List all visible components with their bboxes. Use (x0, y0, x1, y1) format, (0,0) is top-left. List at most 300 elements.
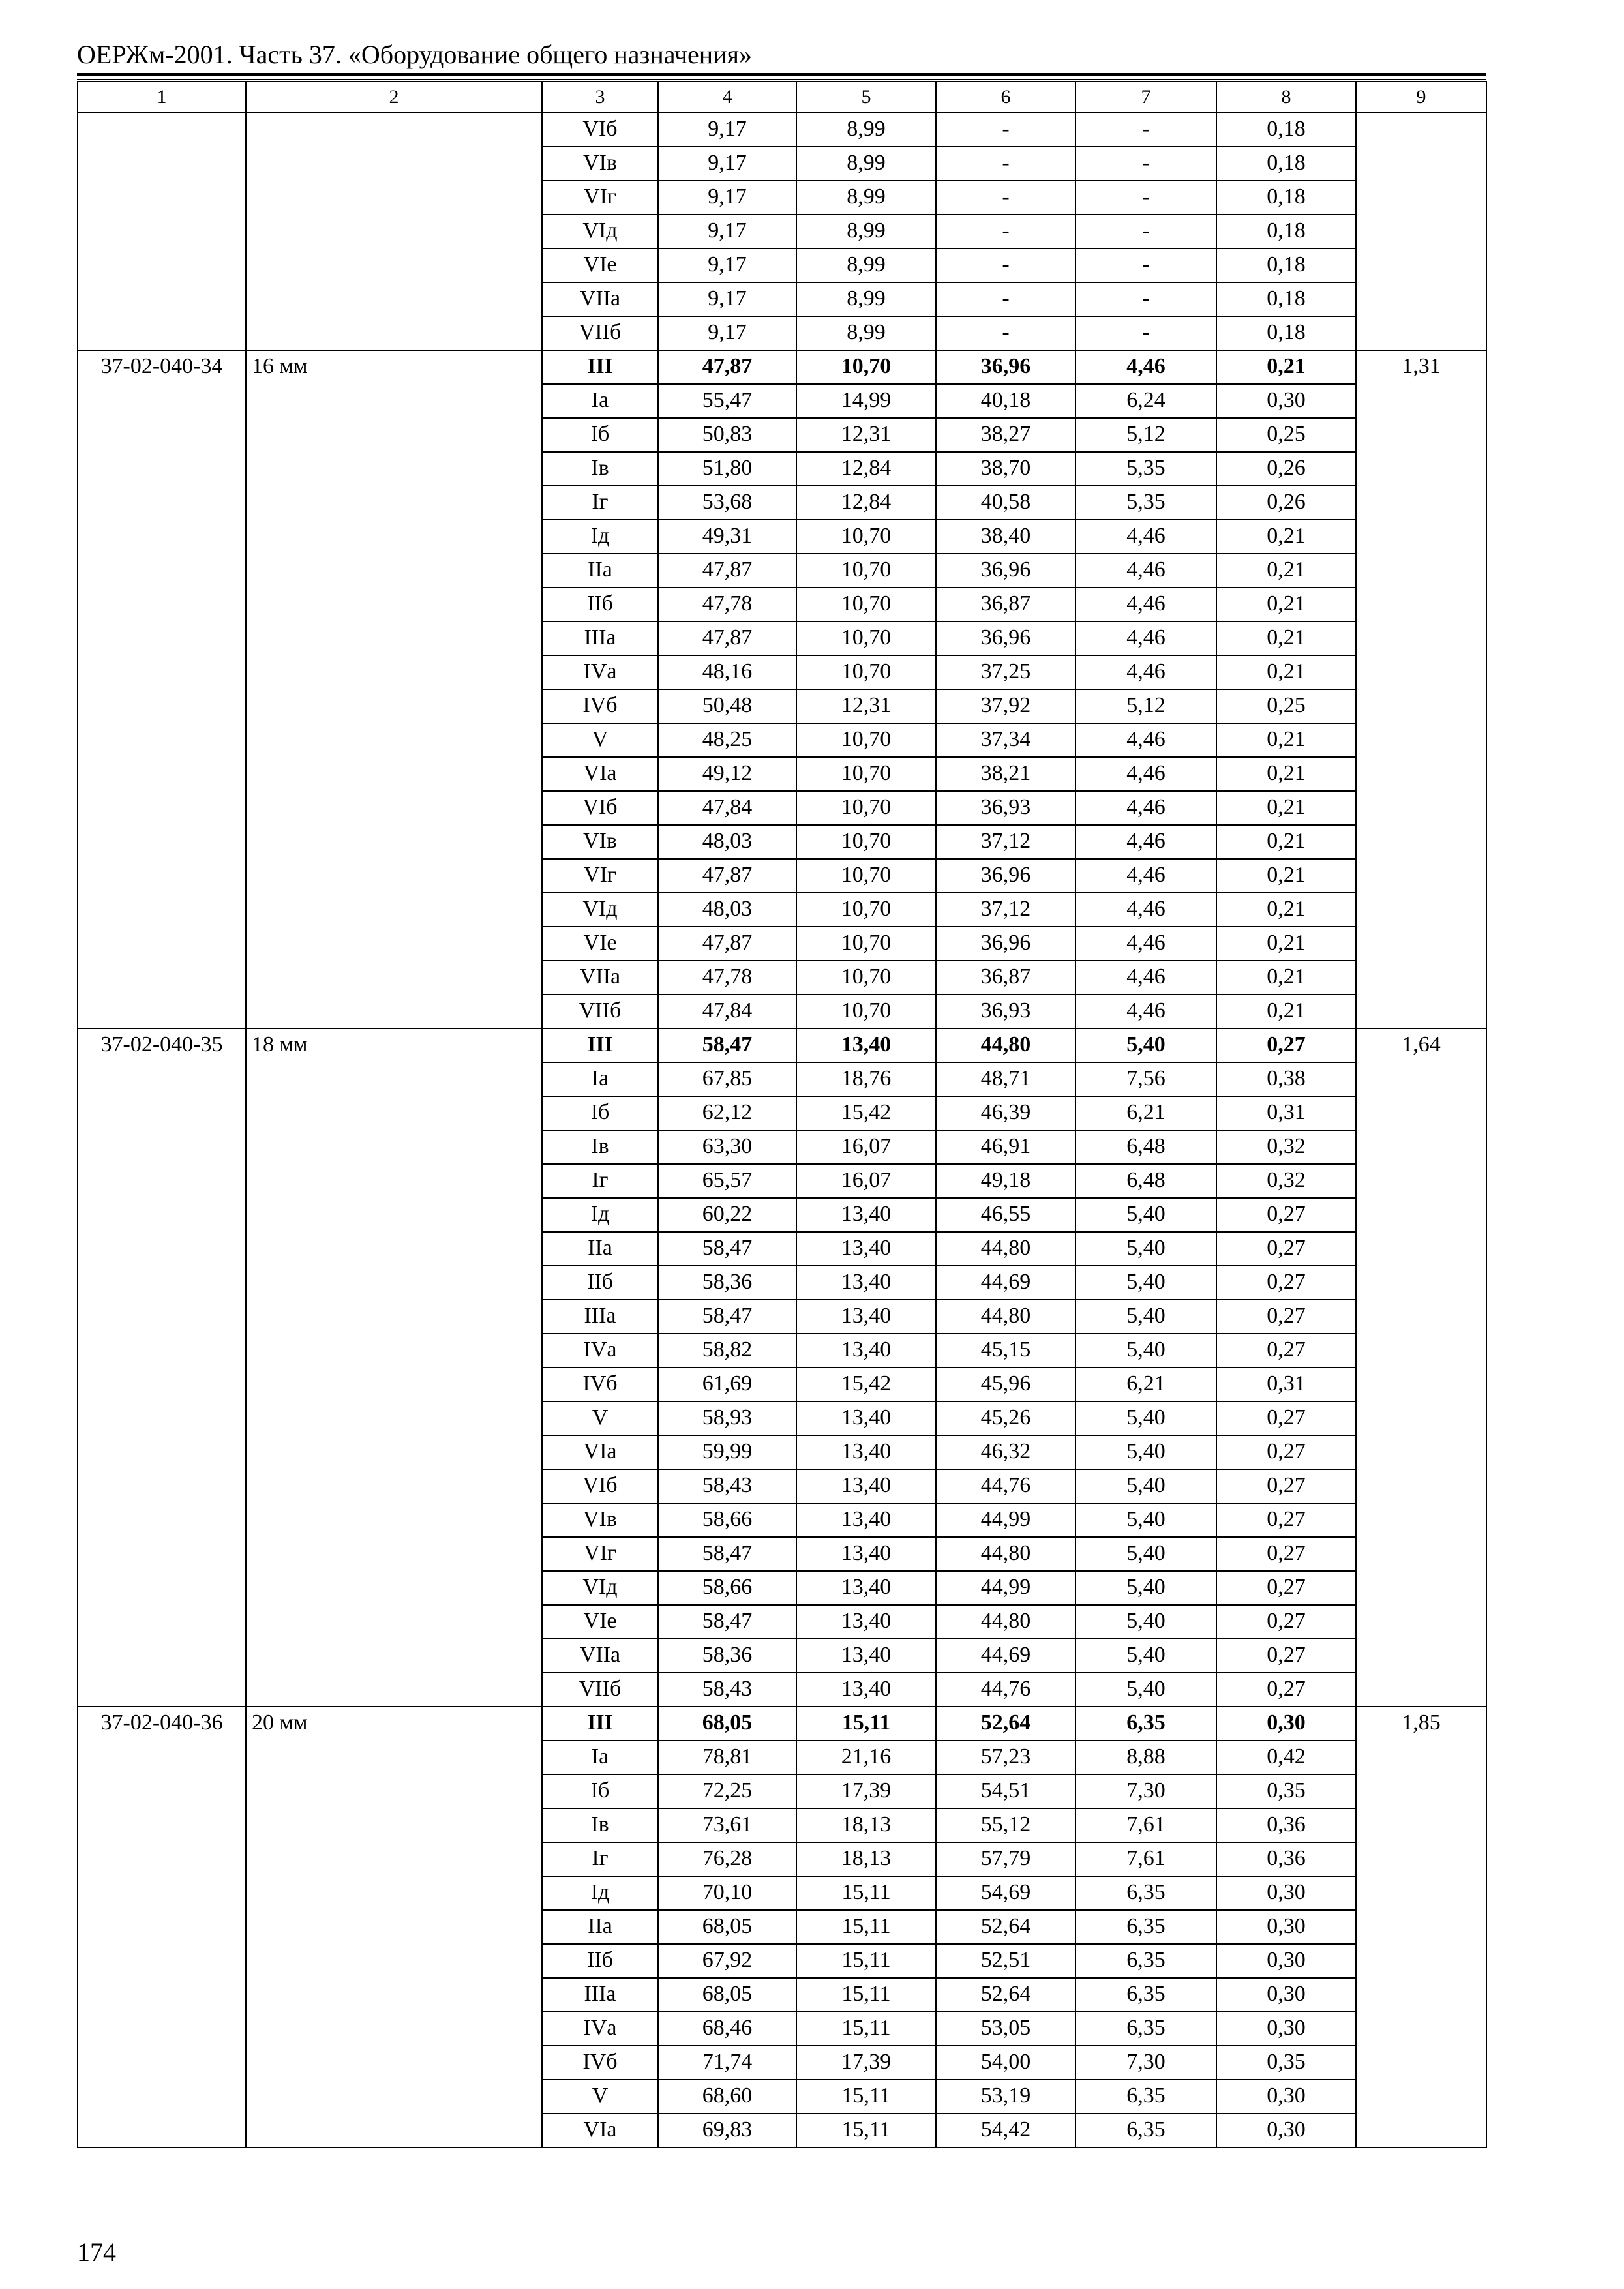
value-cell-6: 44,80 (936, 1028, 1075, 1062)
value-cell-7: - (1075, 181, 1216, 215)
value-cell-5: 15,11 (796, 2012, 936, 2046)
zone-cell: Iв (542, 1808, 658, 1842)
value-cell-4: 9,17 (658, 316, 796, 350)
value-cell-5: 14,99 (796, 384, 936, 418)
value-cell-7: 5,12 (1075, 689, 1216, 723)
value-cell-5: 10,70 (796, 995, 936, 1028)
value-cell-7: 5,40 (1075, 1503, 1216, 1537)
zone-cell: VIа (542, 1435, 658, 1469)
zone-cell: IIIа (542, 1978, 658, 2012)
zone-cell: VIIа (542, 282, 658, 316)
value-cell-6: 36,96 (936, 927, 1075, 961)
value-cell-7: 4,46 (1075, 350, 1216, 384)
zone-cell: Iд (542, 1876, 658, 1910)
rate-code-cell (78, 113, 246, 350)
column-number: 8 (1216, 82, 1356, 113)
value-cell-8: 0,27 (1216, 1435, 1356, 1469)
value-cell-8: 0,30 (1216, 2114, 1356, 2147)
value-cell-4: 48,03 (658, 825, 796, 859)
value-cell-4: 51,80 (658, 452, 796, 486)
value-cell-7: 8,88 (1075, 1741, 1216, 1774)
value-cell-5: 13,40 (796, 1401, 936, 1435)
value-cell-6: 37,25 (936, 655, 1075, 689)
value-cell-5: 12,84 (796, 486, 936, 520)
value-cell-8: 0,21 (1216, 655, 1356, 689)
value-cell-5: 13,40 (796, 1537, 936, 1571)
value-cell-8: 0,30 (1216, 1978, 1356, 2012)
value-cell-8: 0,18 (1216, 147, 1356, 181)
value-cell-8: 0,21 (1216, 961, 1356, 995)
zone-cell: Iг (542, 1164, 658, 1198)
value-cell-7: 5,40 (1075, 1198, 1216, 1232)
zone-cell: VIд (542, 215, 658, 248)
zone-cell: Iв (542, 1130, 658, 1164)
value-cell-5: 8,99 (796, 113, 936, 147)
value-cell-6: 38,27 (936, 418, 1075, 452)
value-cell-8: 0,26 (1216, 452, 1356, 486)
value-cell-4: 55,47 (658, 384, 796, 418)
value-cell-7: 6,35 (1075, 1707, 1216, 1741)
zone-cell: VIб (542, 113, 658, 147)
value-cell-7: 6,21 (1075, 1096, 1216, 1130)
value-cell-6: 36,93 (936, 995, 1075, 1028)
value-cell-8: 0,21 (1216, 554, 1356, 588)
column9-cell: 1,85 (1356, 1707, 1486, 2147)
value-cell-8: 0,18 (1216, 248, 1356, 282)
zone-cell: VIг (542, 859, 658, 893)
value-cell-6: 44,99 (936, 1571, 1075, 1605)
rate-name-cell: 20 мм (246, 1707, 542, 2147)
value-cell-7: 6,24 (1075, 384, 1216, 418)
value-cell-8: 0,42 (1216, 1741, 1356, 1774)
value-cell-7: 6,35 (1075, 2114, 1216, 2147)
value-cell-5: 15,11 (796, 1707, 936, 1741)
value-cell-5: 10,70 (796, 350, 936, 384)
value-cell-4: 65,57 (658, 1164, 796, 1198)
value-cell-8: 0,30 (1216, 1707, 1356, 1741)
value-cell-8: 0,21 (1216, 621, 1356, 655)
value-cell-5: 13,40 (796, 1503, 936, 1537)
value-cell-5: 17,39 (796, 2046, 936, 2080)
value-cell-7: 5,40 (1075, 1537, 1216, 1571)
value-cell-8: 0,21 (1216, 588, 1356, 621)
value-cell-7: 5,40 (1075, 1266, 1216, 1300)
zone-cell: VIг (542, 181, 658, 215)
value-cell-8: 0,27 (1216, 1334, 1356, 1368)
zone-cell: IVа (542, 2012, 658, 2046)
value-cell-4: 72,25 (658, 1774, 796, 1808)
value-cell-6: 44,80 (936, 1300, 1075, 1334)
zone-cell: Iа (542, 384, 658, 418)
value-cell-5: 15,11 (796, 2114, 936, 2147)
zone-cell: Iб (542, 1096, 658, 1130)
value-cell-5: 10,70 (796, 757, 936, 791)
value-cell-7: 5,40 (1075, 1334, 1216, 1368)
value-cell-5: 8,99 (796, 181, 936, 215)
value-cell-4: 9,17 (658, 248, 796, 282)
value-cell-7: 6,35 (1075, 2080, 1216, 2114)
value-cell-8: 0,21 (1216, 995, 1356, 1028)
zone-cell: Iб (542, 418, 658, 452)
table-row (78, 113, 1486, 147)
zone-cell: III (542, 350, 658, 384)
value-cell-8: 0,21 (1216, 927, 1356, 961)
value-cell-6: 37,12 (936, 893, 1075, 927)
value-cell-7: 4,46 (1075, 961, 1216, 995)
value-cell-8: 0,21 (1216, 723, 1356, 757)
value-cell-5: 18,13 (796, 1808, 936, 1842)
value-cell-4: 58,93 (658, 1401, 796, 1435)
value-cell-4: 58,43 (658, 1673, 796, 1707)
value-cell-4: 58,66 (658, 1503, 796, 1537)
value-cell-7: 4,46 (1075, 791, 1216, 825)
value-cell-8: 0,21 (1216, 893, 1356, 927)
value-cell-5: 13,40 (796, 1605, 936, 1639)
value-cell-7: - (1075, 215, 1216, 248)
value-cell-7: 5,40 (1075, 1639, 1216, 1673)
zone-cell: VIIб (542, 316, 658, 350)
value-cell-7: 5,40 (1075, 1401, 1216, 1435)
value-cell-8: 0,25 (1216, 418, 1356, 452)
value-cell-5: 10,70 (796, 927, 936, 961)
column-number: 3 (542, 82, 658, 113)
column-number: 6 (936, 82, 1075, 113)
header-rule-thin (77, 79, 1486, 80)
value-cell-4: 58,36 (658, 1266, 796, 1300)
value-cell-4: 71,74 (658, 2046, 796, 2080)
value-cell-5: 8,99 (796, 316, 936, 350)
value-cell-4: 47,87 (658, 554, 796, 588)
value-cell-4: 68,60 (658, 2080, 796, 2114)
value-cell-5: 8,99 (796, 215, 936, 248)
value-cell-8: 0,21 (1216, 350, 1356, 384)
value-cell-5: 12,31 (796, 689, 936, 723)
value-cell-4: 67,85 (658, 1062, 796, 1096)
value-cell-7: 6,35 (1075, 1978, 1216, 2012)
value-cell-7: 5,40 (1075, 1605, 1216, 1639)
value-cell-6: - (936, 215, 1075, 248)
value-cell-7: 6,35 (1075, 1910, 1216, 1944)
value-cell-4: 58,82 (658, 1334, 796, 1368)
value-cell-4: 58,47 (658, 1537, 796, 1571)
value-cell-4: 58,47 (658, 1028, 796, 1062)
value-cell-5: 13,40 (796, 1571, 936, 1605)
value-cell-8: 0,25 (1216, 689, 1356, 723)
zone-cell: IIа (542, 1910, 658, 1944)
value-cell-7: 5,40 (1075, 1300, 1216, 1334)
column-number: 2 (246, 82, 542, 113)
value-cell-4: 58,36 (658, 1639, 796, 1673)
value-cell-4: 58,43 (658, 1469, 796, 1503)
value-cell-4: 48,03 (658, 893, 796, 927)
value-cell-5: 21,16 (796, 1741, 936, 1774)
value-cell-8: 0,30 (1216, 1944, 1356, 1978)
value-cell-6: 38,21 (936, 757, 1075, 791)
zone-cell: IIб (542, 1266, 658, 1300)
zone-cell: V (542, 2080, 658, 2114)
value-cell-4: 9,17 (658, 113, 796, 147)
value-cell-4: 73,61 (658, 1808, 796, 1842)
value-cell-6: - (936, 282, 1075, 316)
value-cell-8: 0,27 (1216, 1537, 1356, 1571)
value-cell-8: 0,18 (1216, 282, 1356, 316)
value-cell-5: 15,42 (796, 1096, 936, 1130)
value-cell-5: 13,40 (796, 1673, 936, 1707)
value-cell-7: - (1075, 316, 1216, 350)
value-cell-4: 9,17 (658, 181, 796, 215)
zone-cell: IVб (542, 1368, 658, 1401)
value-cell-8: 0,31 (1216, 1368, 1356, 1401)
value-cell-4: 50,48 (658, 689, 796, 723)
value-cell-5: 8,99 (796, 147, 936, 181)
value-cell-6: - (936, 147, 1075, 181)
value-cell-4: 68,05 (658, 1707, 796, 1741)
value-cell-7: 4,46 (1075, 621, 1216, 655)
zone-cell: VIе (542, 1605, 658, 1639)
value-cell-5: 10,70 (796, 554, 936, 588)
value-cell-6: 44,69 (936, 1639, 1075, 1673)
value-cell-7: 4,46 (1075, 723, 1216, 757)
value-cell-4: 9,17 (658, 147, 796, 181)
rates-table (77, 81, 1487, 2148)
value-cell-4: 59,99 (658, 1435, 796, 1469)
value-cell-7: 6,35 (1075, 2012, 1216, 2046)
value-cell-8: 0,36 (1216, 1808, 1356, 1842)
value-cell-4: 49,12 (658, 757, 796, 791)
zone-cell: VIIа (542, 961, 658, 995)
value-cell-8: 0,18 (1216, 215, 1356, 248)
value-cell-4: 58,47 (658, 1232, 796, 1266)
value-cell-7: 4,46 (1075, 554, 1216, 588)
value-cell-7: 4,46 (1075, 859, 1216, 893)
zone-cell: VIIб (542, 1673, 658, 1707)
value-cell-7: 7,56 (1075, 1062, 1216, 1096)
zone-cell: IVб (542, 689, 658, 723)
value-cell-4: 68,05 (658, 1910, 796, 1944)
value-cell-5: 16,07 (796, 1164, 936, 1198)
value-cell-7: - (1075, 147, 1216, 181)
zone-cell: IIIа (542, 621, 658, 655)
value-cell-6: 48,71 (936, 1062, 1075, 1096)
column-number: 7 (1075, 82, 1216, 113)
value-cell-7: 4,46 (1075, 995, 1216, 1028)
value-cell-4: 53,68 (658, 486, 796, 520)
value-cell-6: 52,64 (936, 1978, 1075, 2012)
value-cell-8: 0,35 (1216, 1774, 1356, 1808)
column-number: 5 (796, 82, 936, 113)
value-cell-7: 5,12 (1075, 418, 1216, 452)
zone-cell: IVа (542, 655, 658, 689)
value-cell-6: 46,91 (936, 1130, 1075, 1164)
value-cell-5: 17,39 (796, 1774, 936, 1808)
value-cell-7: 7,30 (1075, 1774, 1216, 1808)
value-cell-8: 0,30 (1216, 384, 1356, 418)
zone-cell: Iб (542, 1774, 658, 1808)
value-cell-4: 58,47 (658, 1300, 796, 1334)
value-cell-6: 44,80 (936, 1537, 1075, 1571)
zone-cell: VIв (542, 825, 658, 859)
value-cell-6: 54,00 (936, 2046, 1075, 2080)
value-cell-6: 37,12 (936, 825, 1075, 859)
value-cell-6: 36,87 (936, 961, 1075, 995)
value-cell-4: 78,81 (658, 1741, 796, 1774)
value-cell-7: 6,48 (1075, 1130, 1216, 1164)
zone-cell: IIб (542, 1944, 658, 1978)
zone-cell: IIIа (542, 1300, 658, 1334)
value-cell-7: 4,46 (1075, 893, 1216, 927)
value-cell-5: 12,84 (796, 452, 936, 486)
zone-cell: IIа (542, 554, 658, 588)
value-cell-6: 46,39 (936, 1096, 1075, 1130)
value-cell-7: 4,46 (1075, 927, 1216, 961)
zone-cell: IIа (542, 1232, 658, 1266)
value-cell-5: 15,11 (796, 1910, 936, 1944)
value-cell-7: 4,46 (1075, 520, 1216, 554)
rate-name-cell: 18 мм (246, 1028, 542, 1707)
value-cell-4: 47,87 (658, 350, 796, 384)
value-cell-6: 45,96 (936, 1368, 1075, 1401)
value-cell-7: 5,40 (1075, 1232, 1216, 1266)
zone-cell: VIб (542, 791, 658, 825)
value-cell-8: 0,35 (1216, 2046, 1356, 2080)
value-cell-8: 0,36 (1216, 1842, 1356, 1876)
value-cell-4: 9,17 (658, 215, 796, 248)
rate-name-cell (246, 113, 542, 350)
value-cell-7: 5,40 (1075, 1571, 1216, 1605)
value-cell-8: 0,27 (1216, 1639, 1356, 1673)
value-cell-7: 7,61 (1075, 1808, 1216, 1842)
value-cell-6: 54,51 (936, 1774, 1075, 1808)
value-cell-7: 7,30 (1075, 2046, 1216, 2080)
value-cell-4: 47,84 (658, 791, 796, 825)
value-cell-8: 0,27 (1216, 1401, 1356, 1435)
value-cell-6: 57,79 (936, 1842, 1075, 1876)
value-cell-4: 47,87 (658, 621, 796, 655)
zone-cell: VIIб (542, 995, 658, 1028)
zone-cell: VIб (542, 1469, 658, 1503)
value-cell-5: 13,40 (796, 1334, 936, 1368)
value-cell-8: 0,21 (1216, 757, 1356, 791)
value-cell-5: 10,70 (796, 791, 936, 825)
zone-cell: Iг (542, 1842, 658, 1876)
value-cell-8: 0,21 (1216, 520, 1356, 554)
value-cell-8: 0,27 (1216, 1198, 1356, 1232)
value-cell-6: 44,76 (936, 1673, 1075, 1707)
zone-cell: VIIа (542, 1639, 658, 1673)
value-cell-6: 36,96 (936, 350, 1075, 384)
value-cell-4: 58,47 (658, 1605, 796, 1639)
zone-cell: VIе (542, 248, 658, 282)
value-cell-8: 0,21 (1216, 859, 1356, 893)
value-cell-7: 5,40 (1075, 1469, 1216, 1503)
value-cell-8: 0,18 (1216, 316, 1356, 350)
zone-cell: VIа (542, 2114, 658, 2147)
value-cell-7: 4,46 (1075, 825, 1216, 859)
value-cell-6: 45,15 (936, 1334, 1075, 1368)
column-number: 9 (1356, 82, 1486, 113)
value-cell-6: 40,58 (936, 486, 1075, 520)
value-cell-6: 44,99 (936, 1503, 1075, 1537)
value-cell-6: 54,69 (936, 1876, 1075, 1910)
value-cell-5: 10,70 (796, 588, 936, 621)
zone-cell: Iд (542, 1198, 658, 1232)
value-cell-7: 6,35 (1075, 1876, 1216, 1910)
value-cell-6: 36,96 (936, 554, 1075, 588)
value-cell-5: 13,40 (796, 1028, 936, 1062)
value-cell-6: 37,92 (936, 689, 1075, 723)
value-cell-7: 5,40 (1075, 1673, 1216, 1707)
value-cell-8: 0,27 (1216, 1571, 1356, 1605)
value-cell-4: 60,22 (658, 1198, 796, 1232)
value-cell-5: 12,31 (796, 418, 936, 452)
value-cell-6: - (936, 181, 1075, 215)
value-cell-6: 57,23 (936, 1741, 1075, 1774)
value-cell-6: - (936, 248, 1075, 282)
value-cell-5: 10,70 (796, 893, 936, 927)
value-cell-4: 61,69 (658, 1368, 796, 1401)
value-cell-6: 36,87 (936, 588, 1075, 621)
value-cell-6: 44,69 (936, 1266, 1075, 1300)
value-cell-8: 0,27 (1216, 1028, 1356, 1062)
value-cell-5: 13,40 (796, 1469, 936, 1503)
zone-cell: VIе (542, 927, 658, 961)
value-cell-8: 0,18 (1216, 181, 1356, 215)
value-cell-8: 0,21 (1216, 791, 1356, 825)
value-cell-7: 4,46 (1075, 588, 1216, 621)
value-cell-6: 44,80 (936, 1232, 1075, 1266)
value-cell-6: 55,12 (936, 1808, 1075, 1842)
value-cell-4: 58,66 (658, 1571, 796, 1605)
value-cell-4: 63,30 (658, 1130, 796, 1164)
value-cell-8: 0,32 (1216, 1130, 1356, 1164)
zone-cell: IVб (542, 2046, 658, 2080)
value-cell-4: 70,10 (658, 1876, 796, 1910)
value-cell-5: 10,70 (796, 520, 936, 554)
value-cell-7: - (1075, 113, 1216, 147)
value-cell-5: 8,99 (796, 248, 936, 282)
value-cell-4: 48,25 (658, 723, 796, 757)
table-row (78, 1028, 1486, 1062)
value-cell-4: 49,31 (658, 520, 796, 554)
value-cell-5: 13,40 (796, 1198, 936, 1232)
value-cell-5: 16,07 (796, 1130, 936, 1164)
value-cell-6: 40,18 (936, 384, 1075, 418)
value-cell-6: 44,76 (936, 1469, 1075, 1503)
value-cell-7: 5,40 (1075, 1435, 1216, 1469)
value-cell-5: 10,70 (796, 655, 936, 689)
value-cell-7: 5,40 (1075, 1028, 1216, 1062)
value-cell-8: 0,26 (1216, 486, 1356, 520)
zone-cell: VIд (542, 1571, 658, 1605)
value-cell-4: 69,83 (658, 2114, 796, 2147)
page-header-title: ОЕРЖм-2001. Часть 37. «Оборудование общего назначения» (77, 40, 752, 69)
value-cell-8: 0,30 (1216, 2080, 1356, 2114)
value-cell-8: 0,32 (1216, 1164, 1356, 1198)
value-cell-5: 13,40 (796, 1300, 936, 1334)
rate-name-cell: 16 мм (246, 350, 542, 1028)
value-cell-7: - (1075, 282, 1216, 316)
value-cell-8: 0,31 (1216, 1096, 1356, 1130)
value-cell-6: 38,70 (936, 452, 1075, 486)
zone-cell: IVа (542, 1334, 658, 1368)
zone-cell: V (542, 1401, 658, 1435)
zone-cell: III (542, 1707, 658, 1741)
value-cell-5: 13,40 (796, 1266, 936, 1300)
value-cell-7: 7,61 (1075, 1842, 1216, 1876)
rate-code-cell: 37-02-040-36 (78, 1707, 246, 2147)
value-cell-6: 52,64 (936, 1910, 1075, 1944)
value-cell-7: 5,35 (1075, 452, 1216, 486)
